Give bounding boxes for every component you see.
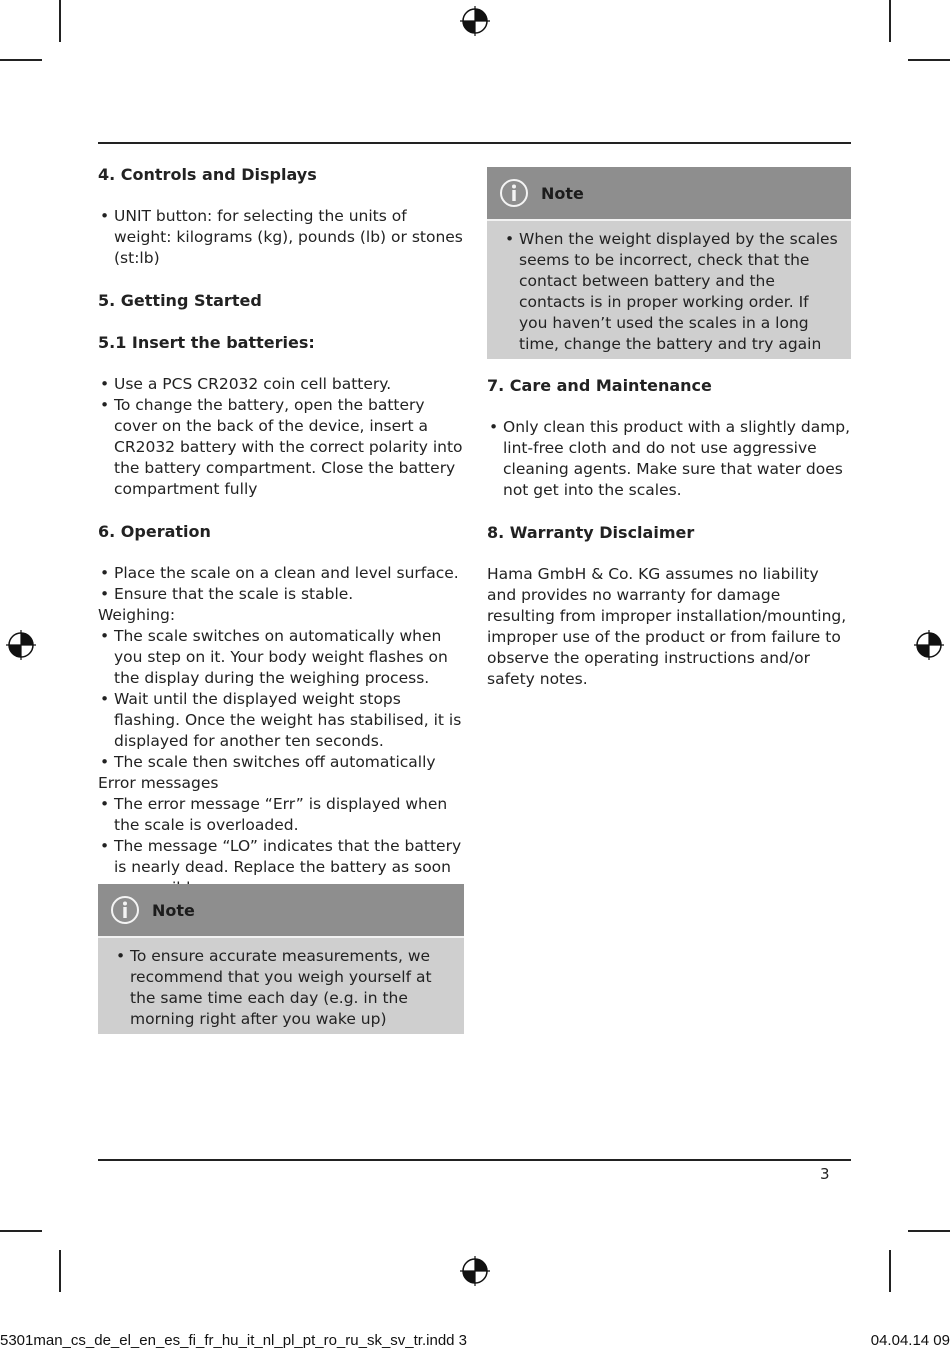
crop-mark <box>908 1230 950 1232</box>
header-rule <box>98 142 851 144</box>
list-item: • Wait until the displayed weight stops flashing. Once the weight has stabilised, it is displayed for another ten seconds. <box>98 689 466 752</box>
registration-mark-icon <box>914 630 944 660</box>
info-icon <box>499 178 529 208</box>
list-item: • The scale then switches off automatically <box>98 752 466 773</box>
bullet-list <box>114 946 452 1030</box>
bullet-list <box>487 417 851 501</box>
bullet-list <box>98 374 466 500</box>
list-item: • UNIT button: for selecting the units of weight: kilograms (kg), pounds (lb) or stones (st:lb) <box>98 206 466 269</box>
registration-mark-icon <box>460 1256 490 1286</box>
weighing-label: Weighing: <box>98 606 176 624</box>
list-item: • To change the battery, open the battery cover on the back of the device, insert a CR2032 battery with the correct polarity into the battery compartment. Close the battery compartment fully <box>98 395 466 500</box>
bullet-list <box>98 626 466 773</box>
note-box <box>487 167 851 359</box>
list-item: • The scale switches on automatically when you step on it. Your body weight flashes on the display during the weighing process. <box>98 626 466 689</box>
list-item: • Ensure that the scale is stable. <box>98 584 466 605</box>
crop-mark <box>0 1230 42 1232</box>
note-box <box>98 884 464 1034</box>
warranty-text: Hama GmbH & Co. KG assumes no liability and provides no warranty for damage resulting from improper installation/mounting, improper use of the product or from failure to observe the operating instructions and/or safety notes. <box>487 565 847 688</box>
crop-mark <box>889 1250 891 1292</box>
crop-mark <box>0 59 42 61</box>
section-title: 8. Warranty Disclaimer <box>487 523 695 542</box>
crop-mark <box>59 1250 61 1292</box>
slug-filename: 5301man_cs_de_el_en_es_fi_fr_hu_it_nl_pl_pt_ro_ru_sk_sv_tr.indd 3 <box>0 1332 468 1349</box>
list-item: • To ensure accurate measurements, we recommend that you weigh yourself at the same time each day (e.g. in the morning right after you wake up) <box>114 946 452 1030</box>
list-item: • Place the scale on a clean and level surface. <box>98 563 466 584</box>
note-title: Note <box>541 184 584 203</box>
bullet-list <box>503 229 839 355</box>
list-item: • Use a PCS CR2032 coin cell battery. <box>98 374 466 395</box>
subsection-title: 5.1 Insert the batteries: <box>98 333 315 352</box>
bullet-list <box>98 563 466 605</box>
registration-mark-icon <box>460 6 490 36</box>
note-title: Note <box>152 901 195 920</box>
footer-rule <box>98 1159 851 1161</box>
note-header <box>98 884 464 938</box>
section-title: 5. Getting Started <box>98 291 262 310</box>
section-title: 6. Operation <box>98 522 211 541</box>
left-column <box>98 164 466 899</box>
slug-date: 04.04.14 09 <box>870 1332 950 1349</box>
page-number: 3 <box>820 1165 830 1183</box>
section-title: 7. Care and Maintenance <box>487 376 712 395</box>
bullet-list <box>98 206 466 269</box>
crop-mark <box>908 59 950 61</box>
note-header <box>487 167 851 221</box>
list-item: • The error message “Err” is displayed when the scale is overloaded. <box>98 794 466 836</box>
info-icon <box>110 895 140 925</box>
registration-mark-icon <box>6 630 36 660</box>
list-item: • The message “LO” indicates that the battery is nearly dead. Replace the battery as soon <box>98 836 466 899</box>
crop-mark <box>59 0 61 42</box>
right-column <box>487 167 851 690</box>
list-item: • Only clean this product with a slightly damp, lint-free cloth and do not use aggressive cleaning agents. Make sure that water does not get into the scales. <box>487 417 851 501</box>
list-item: • When the weight displayed by the scales seems to be incorrect, check that the contact between battery and the contacts is in proper working order. If you haven’t used the scales in a long time, change the battery and try again <box>503 229 839 355</box>
section-title: 4. Controls and Displays <box>98 165 317 184</box>
error-messages-label: Error messages <box>98 774 219 792</box>
crop-mark <box>889 0 891 42</box>
